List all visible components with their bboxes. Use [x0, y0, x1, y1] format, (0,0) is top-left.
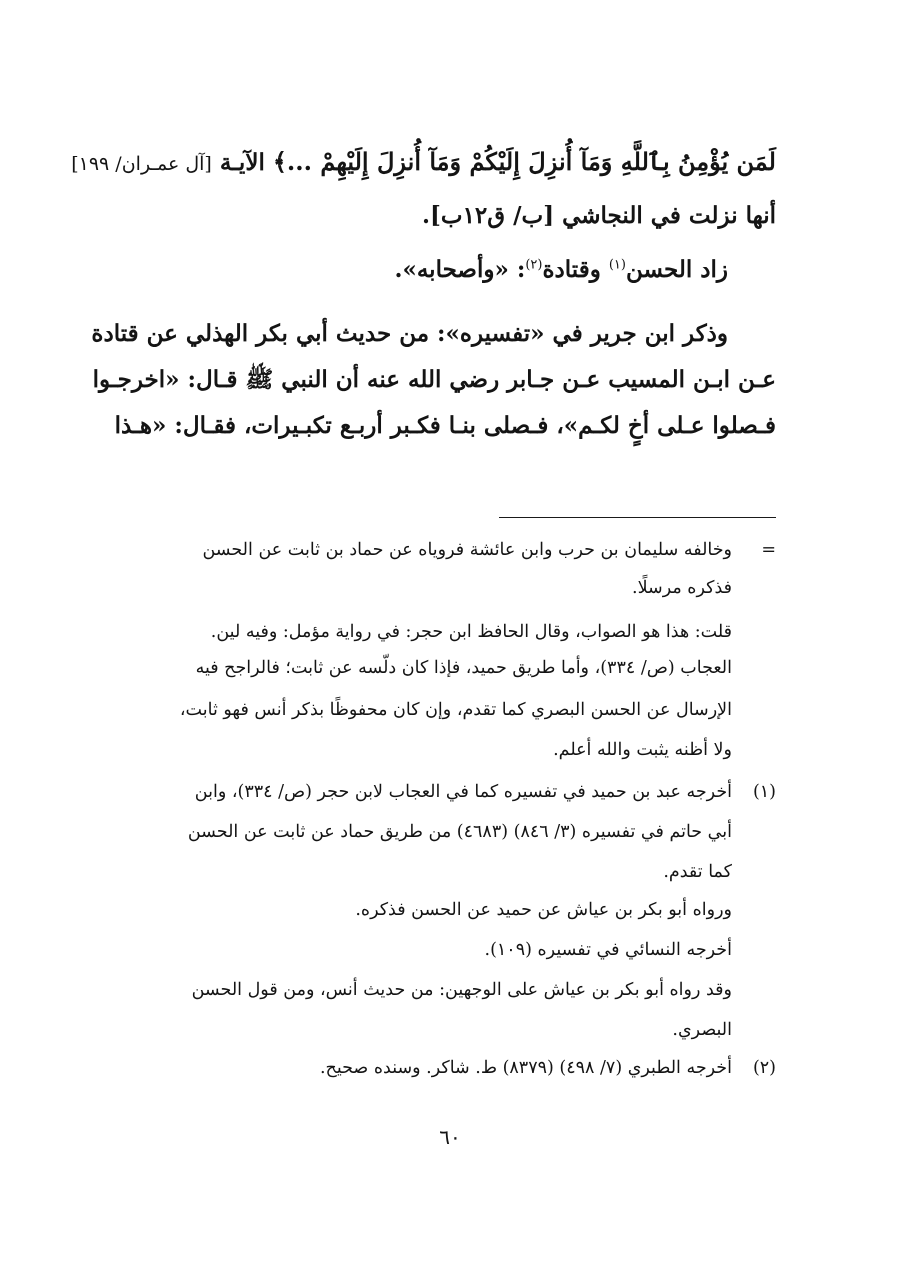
- main-line-2: أنها نزلت في النجاشي [ب/ ق١٢ب].: [422, 202, 776, 229]
- main-line-5: عـن ابـن المسيب عـن جـابر رضي الله عنه أن النبي ﷺ قـال: «اخرجـوا: [92, 366, 776, 393]
- footnote-text: فذكره مرسلًا.: [632, 578, 732, 598]
- main-line-4-text: وذكر ابن جرير في «تفسيره»: من حديث أبي بكر الهذلي عن قتادة: [91, 320, 728, 347]
- page-number: ٦٠: [439, 1125, 461, 1149]
- footnote-1-line-3: [124, 862, 776, 883]
- footnote-divider: [499, 517, 776, 518]
- footnote-1-number: (١): [752, 782, 776, 802]
- footnote-continuation-line-4: [124, 658, 776, 679]
- footnote-text: كما تقدم.: [663, 862, 732, 882]
- footnote-text: أخرجه الطبري (٧/ ٤٩٨) (٨٣٧٩) ط. شاكر. وسنده صحيح.: [319, 1058, 732, 1078]
- footnote-ref-2: (٢): [525, 257, 543, 273]
- footnote-1-line-6: [124, 980, 776, 1001]
- footnote-1-line-2: [124, 822, 776, 843]
- footnote-text: العجاب (ص/ ٣٣٤)، وأما طريق حميد، فإذا كان دلّسه عن ثابت؛ فالراجح فيه: [195, 658, 732, 678]
- main-line-3-inner: [394, 256, 728, 284]
- footnote-text: ورواه أبو بكر بن عياش عن حميد عن الحسن فذكره.: [355, 900, 732, 920]
- footnote-text: وقد رواه أبو بكر بن عياش على الوجهين: من حديث أنس، ومن قول الحسن: [191, 980, 732, 1000]
- footnote-text: أخرجه النسائي في تفسيره (١٠٩).: [484, 940, 732, 960]
- verse-tail: الآيـة: [211, 149, 273, 176]
- footnote-2-line-1: [124, 1058, 776, 1079]
- line3-part-c: : «وأصحابه».: [394, 256, 526, 283]
- footnote-1-line-7: [124, 1020, 776, 1041]
- footnote-text: البصري.: [672, 1020, 732, 1040]
- main-line-4: [91, 320, 776, 348]
- footnote-text: قلت: هذا هو الصواب، وقال الحافظ ابن حجر: في رواية مؤمل: وفيه لين.: [210, 622, 732, 642]
- footnote-text: ولا أظنه يثبت والله أعلم.: [553, 740, 732, 760]
- footnote-ref-1: (١): [608, 257, 626, 273]
- line3-part-b: وقتادة: [542, 256, 609, 283]
- footnote-continuation-line-1: [124, 540, 776, 561]
- quran-verse: لَمَن يُؤْمِنُ بِٱللَّهِ وَمَآ أُنزِلَ إِلَيْكُمْ وَمَآ أُنزِلَ إِلَيْهِمْ ...﴾: [272, 147, 776, 176]
- footnote-continuation-line-6: [124, 740, 776, 761]
- main-line-1: [71, 147, 776, 177]
- main-line-6: فـصلوا عـلى أخٍ لكـم»، فـصلى بنـا فكـبر أربـع تكبـيرات، فقـال: «هـذا: [114, 412, 776, 439]
- footnote-text: وخالفه سليمان بن حرب وابن عائشة فروياه عن حماد بن ثابت عن الحسن: [202, 540, 732, 560]
- main-line-3: [124, 256, 776, 284]
- line3-part-a: زاد الحسن: [625, 256, 728, 283]
- footnote-continuation-line-5: [124, 700, 776, 721]
- verse-reference: [آل عمـران/ ١٩٩]: [71, 153, 212, 175]
- footnote-text: أبي حاتم في تفسيره (٣/ ٨٤٦) (٤٦٨٣) من طريق حماد عن ثابت عن الحسن: [187, 822, 732, 842]
- footnote-1-line-1: [124, 782, 776, 803]
- footnote-1-line-4: [124, 900, 776, 921]
- footnote-2-number: (٢): [752, 1058, 776, 1078]
- footnote-continuation-line-2: [124, 578, 776, 599]
- footnote-1-line-5: [124, 940, 776, 961]
- footnote-text: أخرجه عبد بن حميد في تفسيره كما في العجاب لابن حجر (ص/ ٣٣٤)، وابن: [194, 782, 732, 802]
- footnote-continuation-line-3: [124, 622, 776, 643]
- footnote-text: الإرسال عن الحسن البصري كما تقدم، وإن كان محفوظًا بذكر أنس فهو ثابت،: [179, 700, 732, 720]
- continuation-marker: =: [761, 540, 776, 560]
